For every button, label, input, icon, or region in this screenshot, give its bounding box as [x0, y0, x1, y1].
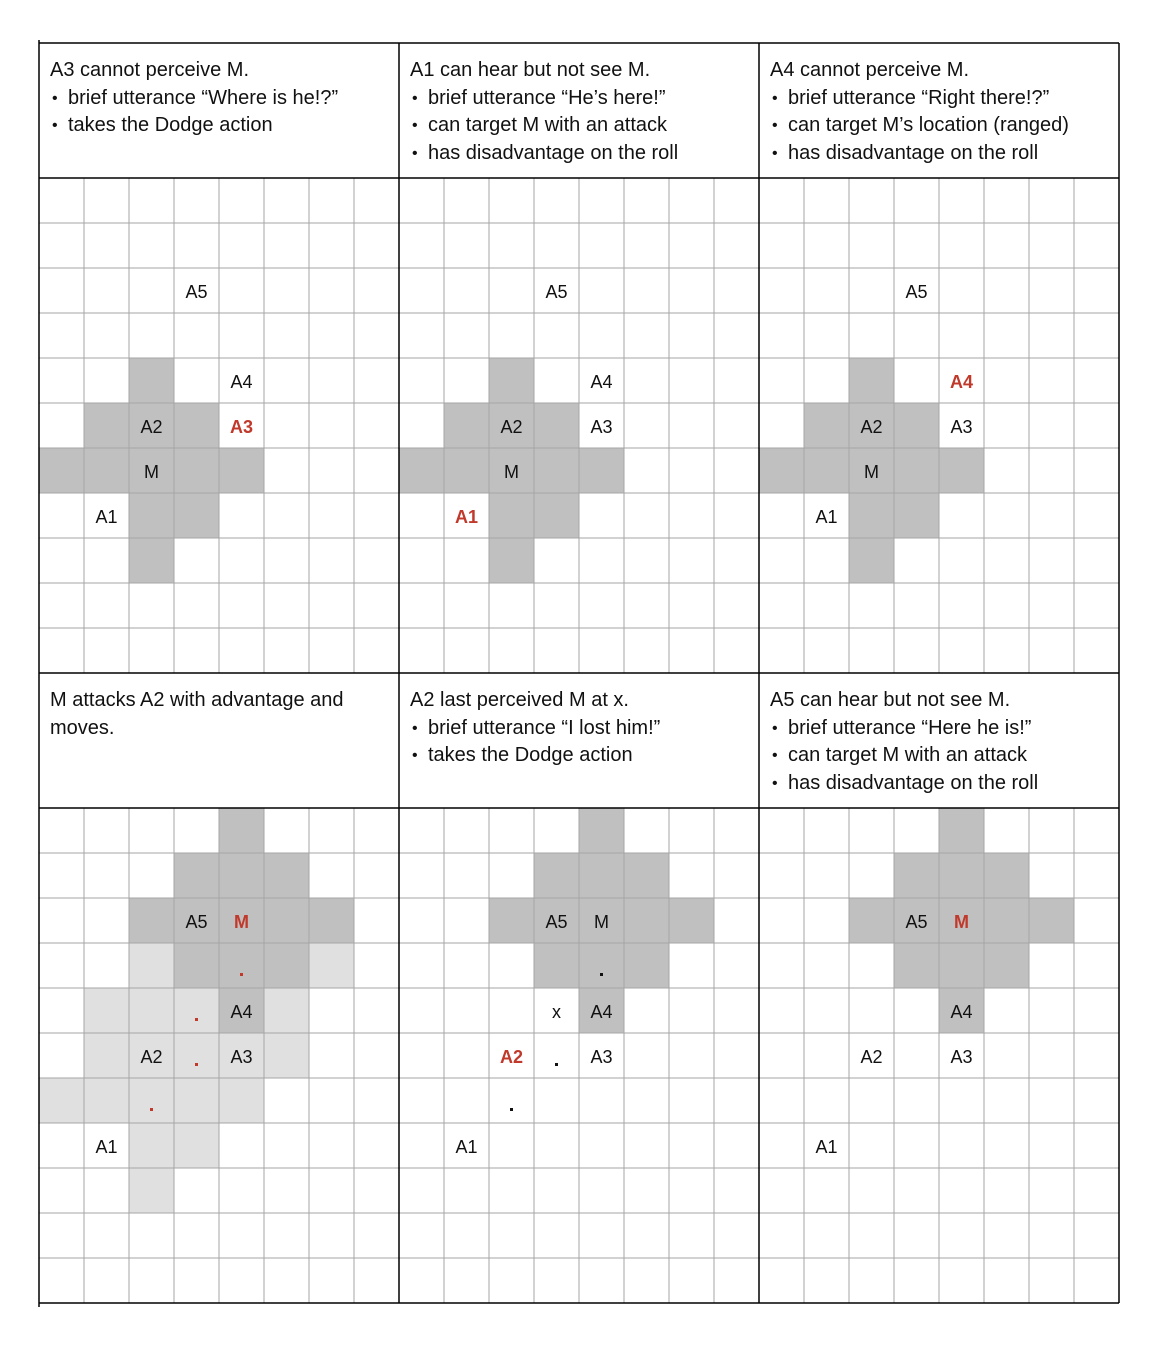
light-fog-cell	[174, 988, 219, 1033]
token-a4: A4	[230, 372, 253, 392]
light-fog-cell	[129, 1078, 174, 1123]
fog-cell	[804, 448, 849, 493]
token-a1: A1	[454, 507, 479, 527]
grid-lines	[759, 808, 1119, 1303]
fog-cell	[624, 898, 669, 943]
bullet-list	[50, 85, 389, 140]
token-a3: A3	[950, 417, 973, 437]
panel-3	[759, 178, 1119, 673]
token-m: M	[504, 462, 519, 482]
panel-5	[399, 808, 759, 1303]
fog-cell	[534, 403, 579, 448]
panel-6-caption	[759, 673, 1119, 797]
fog-cell	[129, 898, 174, 943]
bullet-list	[410, 715, 749, 770]
panel-title: M attacks A2 with advantage and moves.	[50, 689, 344, 739]
token-a1: A1	[815, 1137, 838, 1157]
fog-cell	[489, 538, 534, 583]
bullet-item: • brief utterance “Where is he!?”	[50, 85, 389, 113]
path-dot	[150, 1108, 153, 1111]
bullet-item: • has disadvantage on the roll	[770, 770, 1109, 798]
panel-title: A3 cannot perceive M.	[50, 59, 249, 81]
fog-cell	[804, 403, 849, 448]
token-a1: A1	[455, 1137, 478, 1157]
token-a3: A3	[950, 1047, 973, 1067]
fog-cell	[174, 448, 219, 493]
token-a3: A3	[590, 1047, 613, 1067]
bullet-item: • takes the Dodge action	[50, 112, 389, 140]
light-fog-cell	[129, 988, 174, 1033]
bullet-item: • can target M with an attack	[770, 742, 1109, 770]
fog-cell	[219, 808, 264, 853]
token-m: M	[864, 462, 879, 482]
token-a5: A5	[545, 912, 568, 932]
panel-title: A2 last perceived M at x.	[410, 689, 629, 711]
token-a2: A2	[140, 417, 163, 437]
panel-2	[399, 178, 759, 673]
token-m: M	[594, 912, 609, 932]
token-a4: A4	[230, 1002, 253, 1022]
fog-cell	[219, 853, 264, 898]
light-fog-cell	[264, 988, 309, 1033]
fog-cell	[759, 448, 804, 493]
fog-cell	[534, 853, 579, 898]
fog-cell	[444, 403, 489, 448]
fog-cell	[984, 853, 1029, 898]
fog-cell	[984, 898, 1029, 943]
token-a2: A2	[860, 1047, 883, 1067]
path-dot	[240, 973, 243, 976]
bullet-item: • brief utterance “Right there!?”	[770, 85, 1109, 113]
panel-title: A4 cannot perceive M.	[770, 59, 969, 81]
fog-cell	[489, 898, 534, 943]
token-a5: A5	[545, 282, 568, 302]
fog-cell	[894, 943, 939, 988]
fog-cell	[84, 448, 129, 493]
token-a4: A4	[949, 372, 974, 392]
panel-5-caption	[399, 673, 759, 770]
token-a2: A2	[140, 1047, 163, 1067]
bullet-list	[770, 85, 1109, 168]
light-fog-cell	[174, 1123, 219, 1168]
fog-cell	[84, 403, 129, 448]
fog-cell	[399, 448, 444, 493]
token-a5: A5	[905, 912, 928, 932]
light-fog-cell	[174, 1078, 219, 1123]
light-fog-cell	[129, 1123, 174, 1168]
panel-2-caption	[399, 43, 759, 167]
fog-cell	[534, 943, 579, 988]
bullet-list	[410, 85, 749, 168]
path-dot	[510, 1108, 513, 1111]
fog-cell	[669, 898, 714, 943]
token-a2: A2	[860, 417, 883, 437]
panel-6	[759, 808, 1119, 1303]
fog-cell	[849, 538, 894, 583]
fog-cell	[894, 493, 939, 538]
fog-cell	[489, 358, 534, 403]
fog-cell	[264, 898, 309, 943]
bullet-item: • brief utterance “I lost him!”	[410, 715, 749, 743]
bullet-item: • has disadvantage on the roll	[770, 140, 1109, 168]
bullet-item: • can target M with an attack	[410, 112, 749, 140]
bullet-item: • takes the Dodge action	[410, 742, 749, 770]
fog-cell	[984, 943, 1029, 988]
token-a2: A2	[500, 417, 523, 437]
path-dot	[195, 1063, 198, 1066]
fog-cell	[579, 808, 624, 853]
bullet-item: • brief utterance “He’s here!”	[410, 85, 749, 113]
light-fog-cell	[84, 1033, 129, 1078]
fog-cell	[1029, 898, 1074, 943]
fog-cell	[489, 493, 534, 538]
fog-cell	[894, 448, 939, 493]
light-fog-cell	[129, 943, 174, 988]
fog-cell	[534, 448, 579, 493]
light-fog-cell	[309, 943, 354, 988]
fog-cell	[174, 853, 219, 898]
fog-cell	[939, 943, 984, 988]
token-a5: A5	[185, 912, 208, 932]
fog-cell	[939, 808, 984, 853]
fog-cell	[534, 493, 579, 538]
fog-cell	[264, 943, 309, 988]
light-fog-cell	[129, 1168, 174, 1213]
panel-4	[39, 808, 399, 1303]
token-a3: A3	[590, 417, 613, 437]
token-a5: A5	[905, 282, 928, 302]
path-dot	[555, 1063, 558, 1066]
fog-cell	[939, 853, 984, 898]
fog-cell	[579, 943, 624, 988]
fog-cell	[939, 448, 984, 493]
fog-cell	[849, 358, 894, 403]
fog-cell	[624, 853, 669, 898]
token-a1: A1	[95, 1137, 118, 1157]
token-a1: A1	[95, 507, 118, 527]
fog-cell	[219, 448, 264, 493]
fog-cell	[849, 898, 894, 943]
fog-cell	[129, 538, 174, 583]
token-m: M	[144, 462, 159, 482]
fog-cell	[174, 493, 219, 538]
fog-cell	[309, 898, 354, 943]
bullet-list	[770, 715, 1109, 798]
token-a4: A4	[590, 372, 613, 392]
token-a4: A4	[950, 1002, 973, 1022]
light-fog-cell	[84, 988, 129, 1033]
bullet-item: • has disadvantage on the roll	[410, 140, 749, 168]
fog-cell	[894, 403, 939, 448]
token-a3: A3	[230, 1047, 253, 1067]
panel-4-caption	[39, 673, 399, 742]
bullet-item: • brief utterance “Here he is!”	[770, 715, 1109, 743]
token-a5: A5	[185, 282, 208, 302]
light-fog-cell	[84, 1078, 129, 1123]
light-fog-cell	[264, 1033, 309, 1078]
token-m: M	[234, 912, 249, 932]
fog-cell	[444, 448, 489, 493]
fog-cell	[39, 448, 84, 493]
fog-cell	[264, 853, 309, 898]
fog-cell	[174, 403, 219, 448]
panel-title: A1 can hear but not see M.	[410, 59, 651, 81]
panel-3-caption	[759, 43, 1119, 167]
light-fog-cell	[219, 1078, 264, 1123]
path-dot	[195, 1018, 198, 1021]
fog-cell	[219, 943, 264, 988]
fog-cell	[579, 853, 624, 898]
path-dot	[600, 973, 603, 976]
light-fog-cell	[39, 1078, 84, 1123]
token-x: x	[552, 1002, 561, 1022]
grid-lines	[399, 808, 759, 1303]
token-a4: A4	[590, 1002, 613, 1022]
token-a3: A3	[229, 417, 254, 437]
panel-title: A5 can hear but not see M.	[770, 689, 1011, 711]
fog-cell	[849, 493, 894, 538]
fog-cell	[579, 448, 624, 493]
fog-cell	[129, 493, 174, 538]
token-a2: A2	[499, 1047, 524, 1067]
fog-cell	[624, 943, 669, 988]
token-a1: A1	[815, 507, 838, 527]
light-fog-cell	[174, 1033, 219, 1078]
panel-1	[39, 178, 399, 673]
token-m: M	[954, 912, 969, 932]
fog-cell	[894, 853, 939, 898]
bullet-item: • can target M’s location (ranged)	[770, 112, 1109, 140]
panel-1-caption	[39, 43, 399, 140]
fog-cell	[174, 943, 219, 988]
fog-cell	[129, 358, 174, 403]
